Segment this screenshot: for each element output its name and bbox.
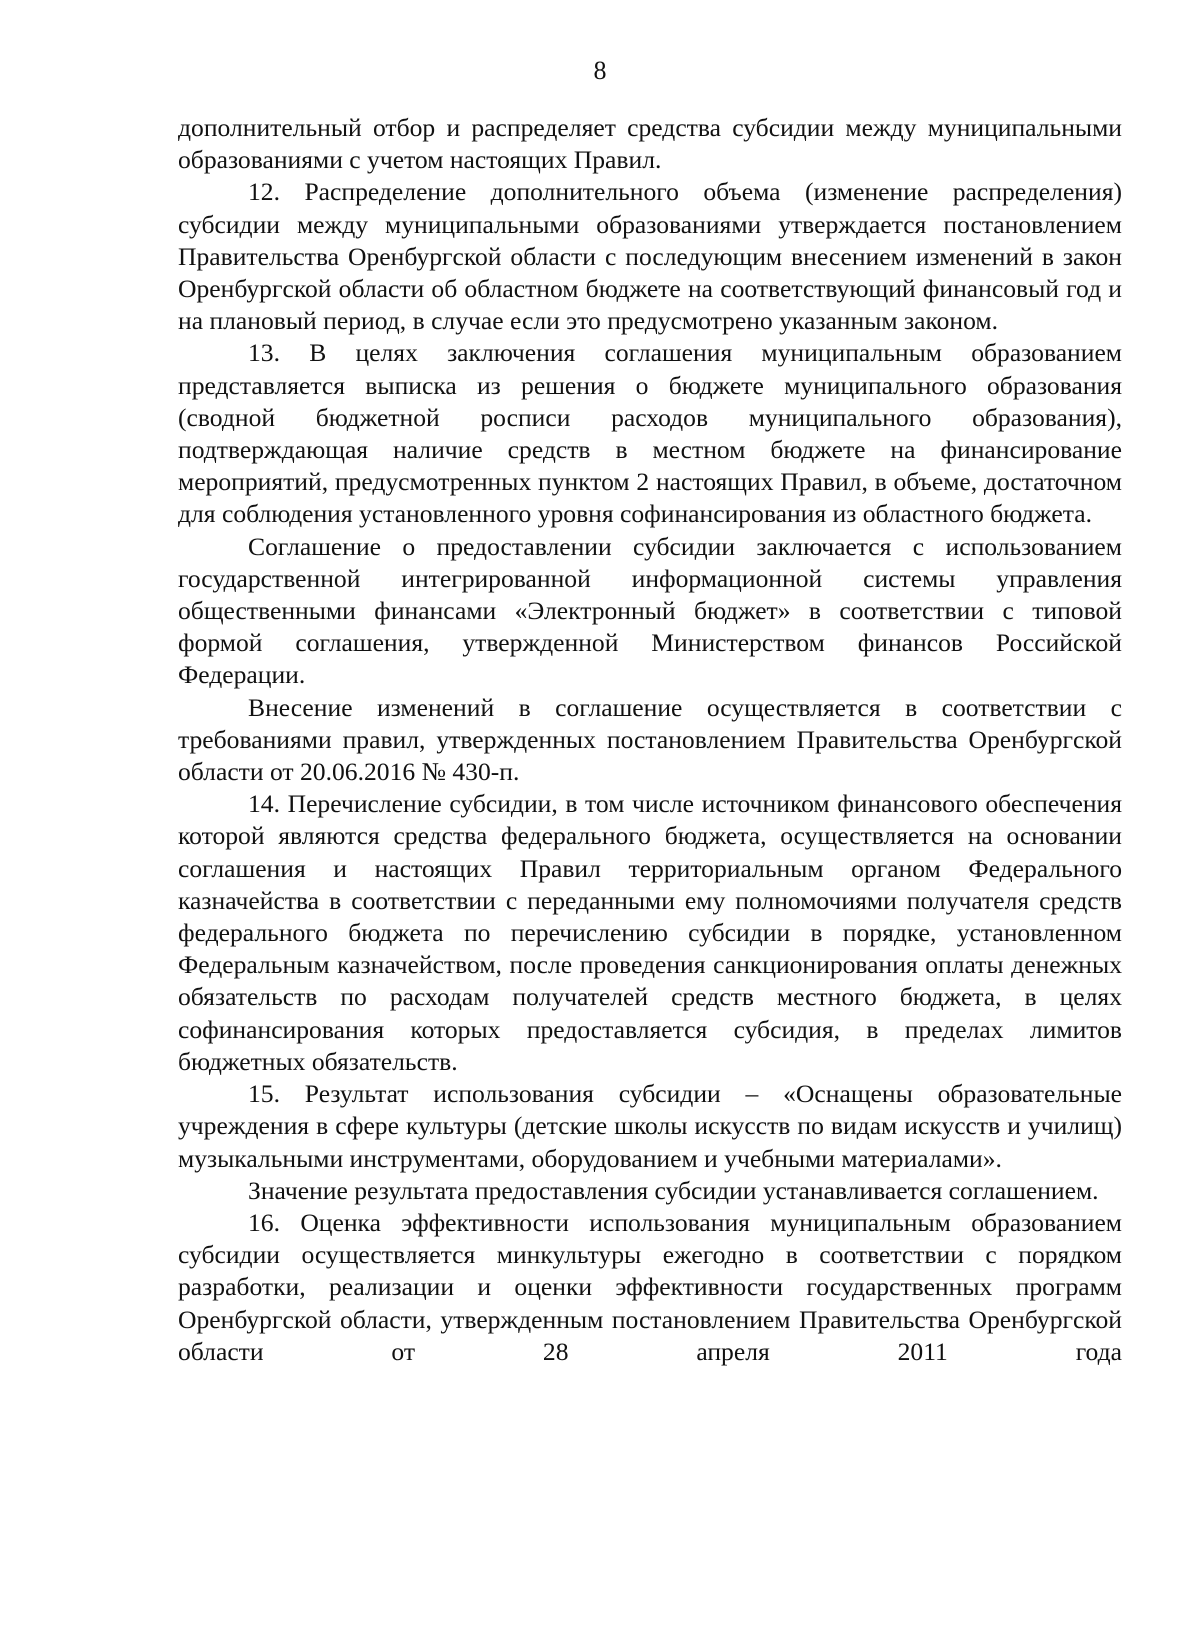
page-number: 8 [593,56,607,85]
paragraph-item-15: 15. Результат использования субсидии – «Оснащены образовательные учреждения в сфере культуры (детские школы искусств по видам искусств и училищ) музыкальными инструментами, оборудованием и учебными материалами». [178,1079,1122,1173]
paragraph-agreement-conclusion: Соглашение о предоставлении субсидии заключается с использованием государственной интегрированной информационной системы управления общественными финансами «Электронный бюджет» в соответствии с типовой формой соглашения, утвержденной Министерством финансов Российской Федерации. [178,531,1122,690]
paragraph-item-16: 16. Оценка эффективности использования муниципальным образованием субсидии осуществляется минкультуры ежегодно в соответствии с порядком разработки, реализации и оценки эффективности государственных программ Оренбургской области, утвержденным постановлением Правительства Оренбургской области от 28 апреля 2011 года [178,1207,1122,1366]
paragraph-continuation: дополнительный отбор и распределяет средства субсидии между муниципальными образованиями с учетом настоящих Правил. [178,113,1122,175]
paragraph-item-14: 14. Перечисление субсидии, в том числе источником финансового обеспечения которой являются средства федерального бюджета, осуществляется на основании соглашения и настоящих Правил территориальным органом Федерального казначейства в соответствии с переданными ему полномочиями получателя средств федерального бюджета по перечислению субсидии в порядке, установленном Федеральным казначейством, после проведения санкционирования оплаты денежных обязательств по расходам получателей средств местного бюджета, в целях софинансирования которых предоставляется субсидия, в пределах лимитов бюджетных обязательств. [178,789,1122,1076]
paragraph-item-12: 12. Распределение дополнительного объема (изменение распределения) субсидии между муниципальными образованиями утверждается постановлением Правительства Оренбургской области с последующим внесением изменений в закон Оренбургской области об областном бюджете на соответствующий финансовый год и на плановый период, в случае если это предусмотрено указанным законом. [178,177,1122,336]
document-body [178,112,1122,1368]
paragraph-agreement-amendments: Внесение изменений в соглашение осуществляется в соответствии с требованиями правил, утвержденных постановлением Правительства Оренбургской области от 20.06.2016 № 430-п. [178,692,1122,787]
paragraph-item-13: 13. В целях заключения соглашения муниципальным образованием представляется выписка из решения о бюджете муниципального образования (сводной бюджетной росписи расходов муниципального образования), подтверждающая наличие средств в местном бюджете на финансирование мероприятий, предусмотренных пунктом 2 настоящих Правил, в объеме, достаточном для соблюдения установленного уровня софинансирования из областного бюджета. [178,338,1122,529]
paragraph-result-value: Значение результата предоставления субсидии устанавливается соглашением. [248,1175,1099,1205]
